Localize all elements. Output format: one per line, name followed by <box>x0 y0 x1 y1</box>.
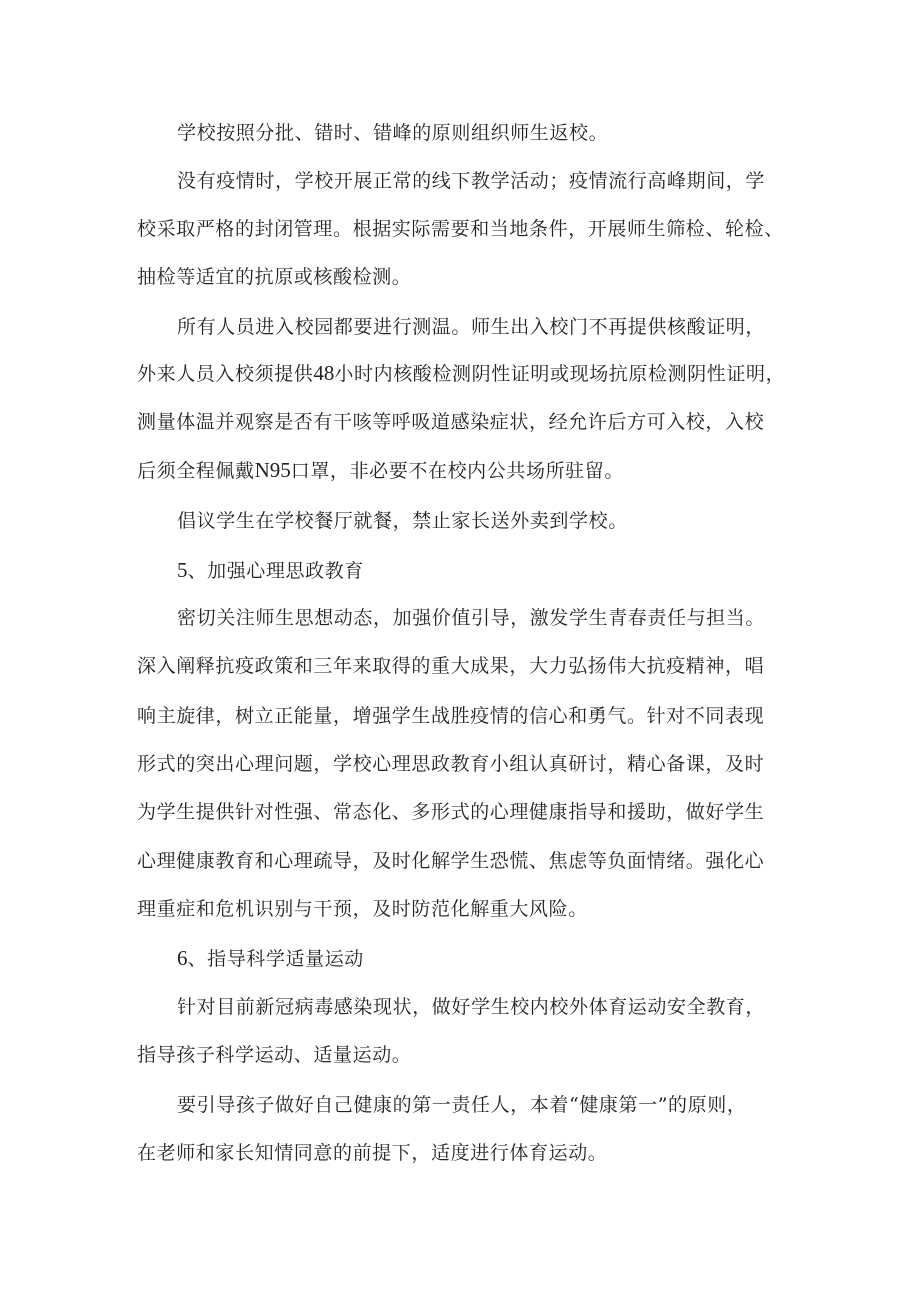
text: 为学生提供针对性强、常态化、多形式的心理健康指导和援助，做好学生 <box>137 801 765 823</box>
paragraph-line <box>177 312 765 342</box>
paragraph-line <box>137 846 764 876</box>
text: 学校按照分批、错时、错峰的原则组织师生返校。 <box>177 122 609 144</box>
text: 理重症和危机识别与干预，及时防范化解重大风险。 <box>137 898 588 920</box>
text: 心理健康教育和心理疏导，及时化解学生恐慌、焦虑等负面情绪。强化心 <box>137 850 765 872</box>
paragraph-line <box>137 749 764 779</box>
paragraph-line <box>137 358 785 389</box>
text: 指导孩子科学运动、适量运动。 <box>137 1044 412 1066</box>
text: 深入阐释抗疫政策和三年来取得的重大成果，大力弘扬伟大抗疫精神，唱 <box>137 655 765 677</box>
text: 小时内核酸检测阴性证明或现场抗原检测阴性证明， <box>334 363 786 385</box>
paragraph-line <box>177 1090 746 1120</box>
paragraph-line <box>137 455 624 486</box>
text: 校采取严格的封闭管理。根据实际需要和当地条件，开展师生筛检、轮检、 <box>137 218 784 240</box>
text: 测量体温并观察是否有干咳等呼吸道感染症状，经允许后方可入校，入校 <box>137 411 765 433</box>
section-heading <box>177 943 364 974</box>
paragraph-line <box>177 992 765 1022</box>
text: 倡议学生在学校餐厅就餐，禁止家长送外卖到学校。 <box>177 510 628 532</box>
paragraph-line <box>137 1138 607 1168</box>
paragraph-line <box>177 603 765 633</box>
text: 所有人员进入校园都要进行测温。师生出入校门不再提供核酸证明， <box>177 316 766 338</box>
text: 外来人员入校须提供 <box>137 363 314 385</box>
text: 在老师和家长知情同意的前提下，适度进行体育运动。 <box>137 1142 608 1164</box>
number-text: N95 <box>254 458 291 482</box>
text: 后须全程佩戴 <box>137 460 255 482</box>
paragraph-line <box>177 118 608 148</box>
text: 响主旋律，树立正能量，增强学生战胜疫情的信心和勇气。针对不同表现 <box>137 705 765 727</box>
text: 针对目前新冠病毒感染现状，做好学生校内校外体育运动安全教育， <box>177 996 766 1018</box>
text: 要引导孩子做好自己健康的第一责任人，本着“健康第一”的原则， <box>177 1094 747 1116</box>
heading-number: 5 <box>177 558 188 582</box>
heading-text: 、指导科学适量运动 <box>187 948 364 970</box>
paragraph-line <box>137 894 588 924</box>
text: 密切关注师生思想动态，加强价值引导，激发学生青春责任与担当。 <box>177 607 766 629</box>
paragraph-line <box>137 262 411 292</box>
heading-number: 6 <box>177 946 188 970</box>
paragraph-line <box>137 407 764 437</box>
paragraph-line <box>177 166 765 196</box>
text: 口罩，非必要不在校内公共场所驻留。 <box>290 460 624 482</box>
paragraph-line <box>177 506 628 536</box>
heading-text: 、加强心理思政教育 <box>187 560 364 582</box>
paragraph-line <box>137 214 784 244</box>
paragraph-line <box>137 651 764 681</box>
text: 形式的突出心理问题，学校心理思政教育小组认真研讨，精心备课，及时 <box>137 753 765 775</box>
number-text: 48 <box>313 361 335 385</box>
text: 抽检等适宜的抗原或核酸检测。 <box>137 266 412 288</box>
text: 没有疫情时，学校开展正常的线下教学活动；疫情流行高峰期间，学 <box>177 170 766 192</box>
paragraph-line <box>137 1040 411 1070</box>
section-heading <box>177 555 364 586</box>
paragraph-line <box>137 701 764 731</box>
paragraph-line <box>137 797 764 827</box>
